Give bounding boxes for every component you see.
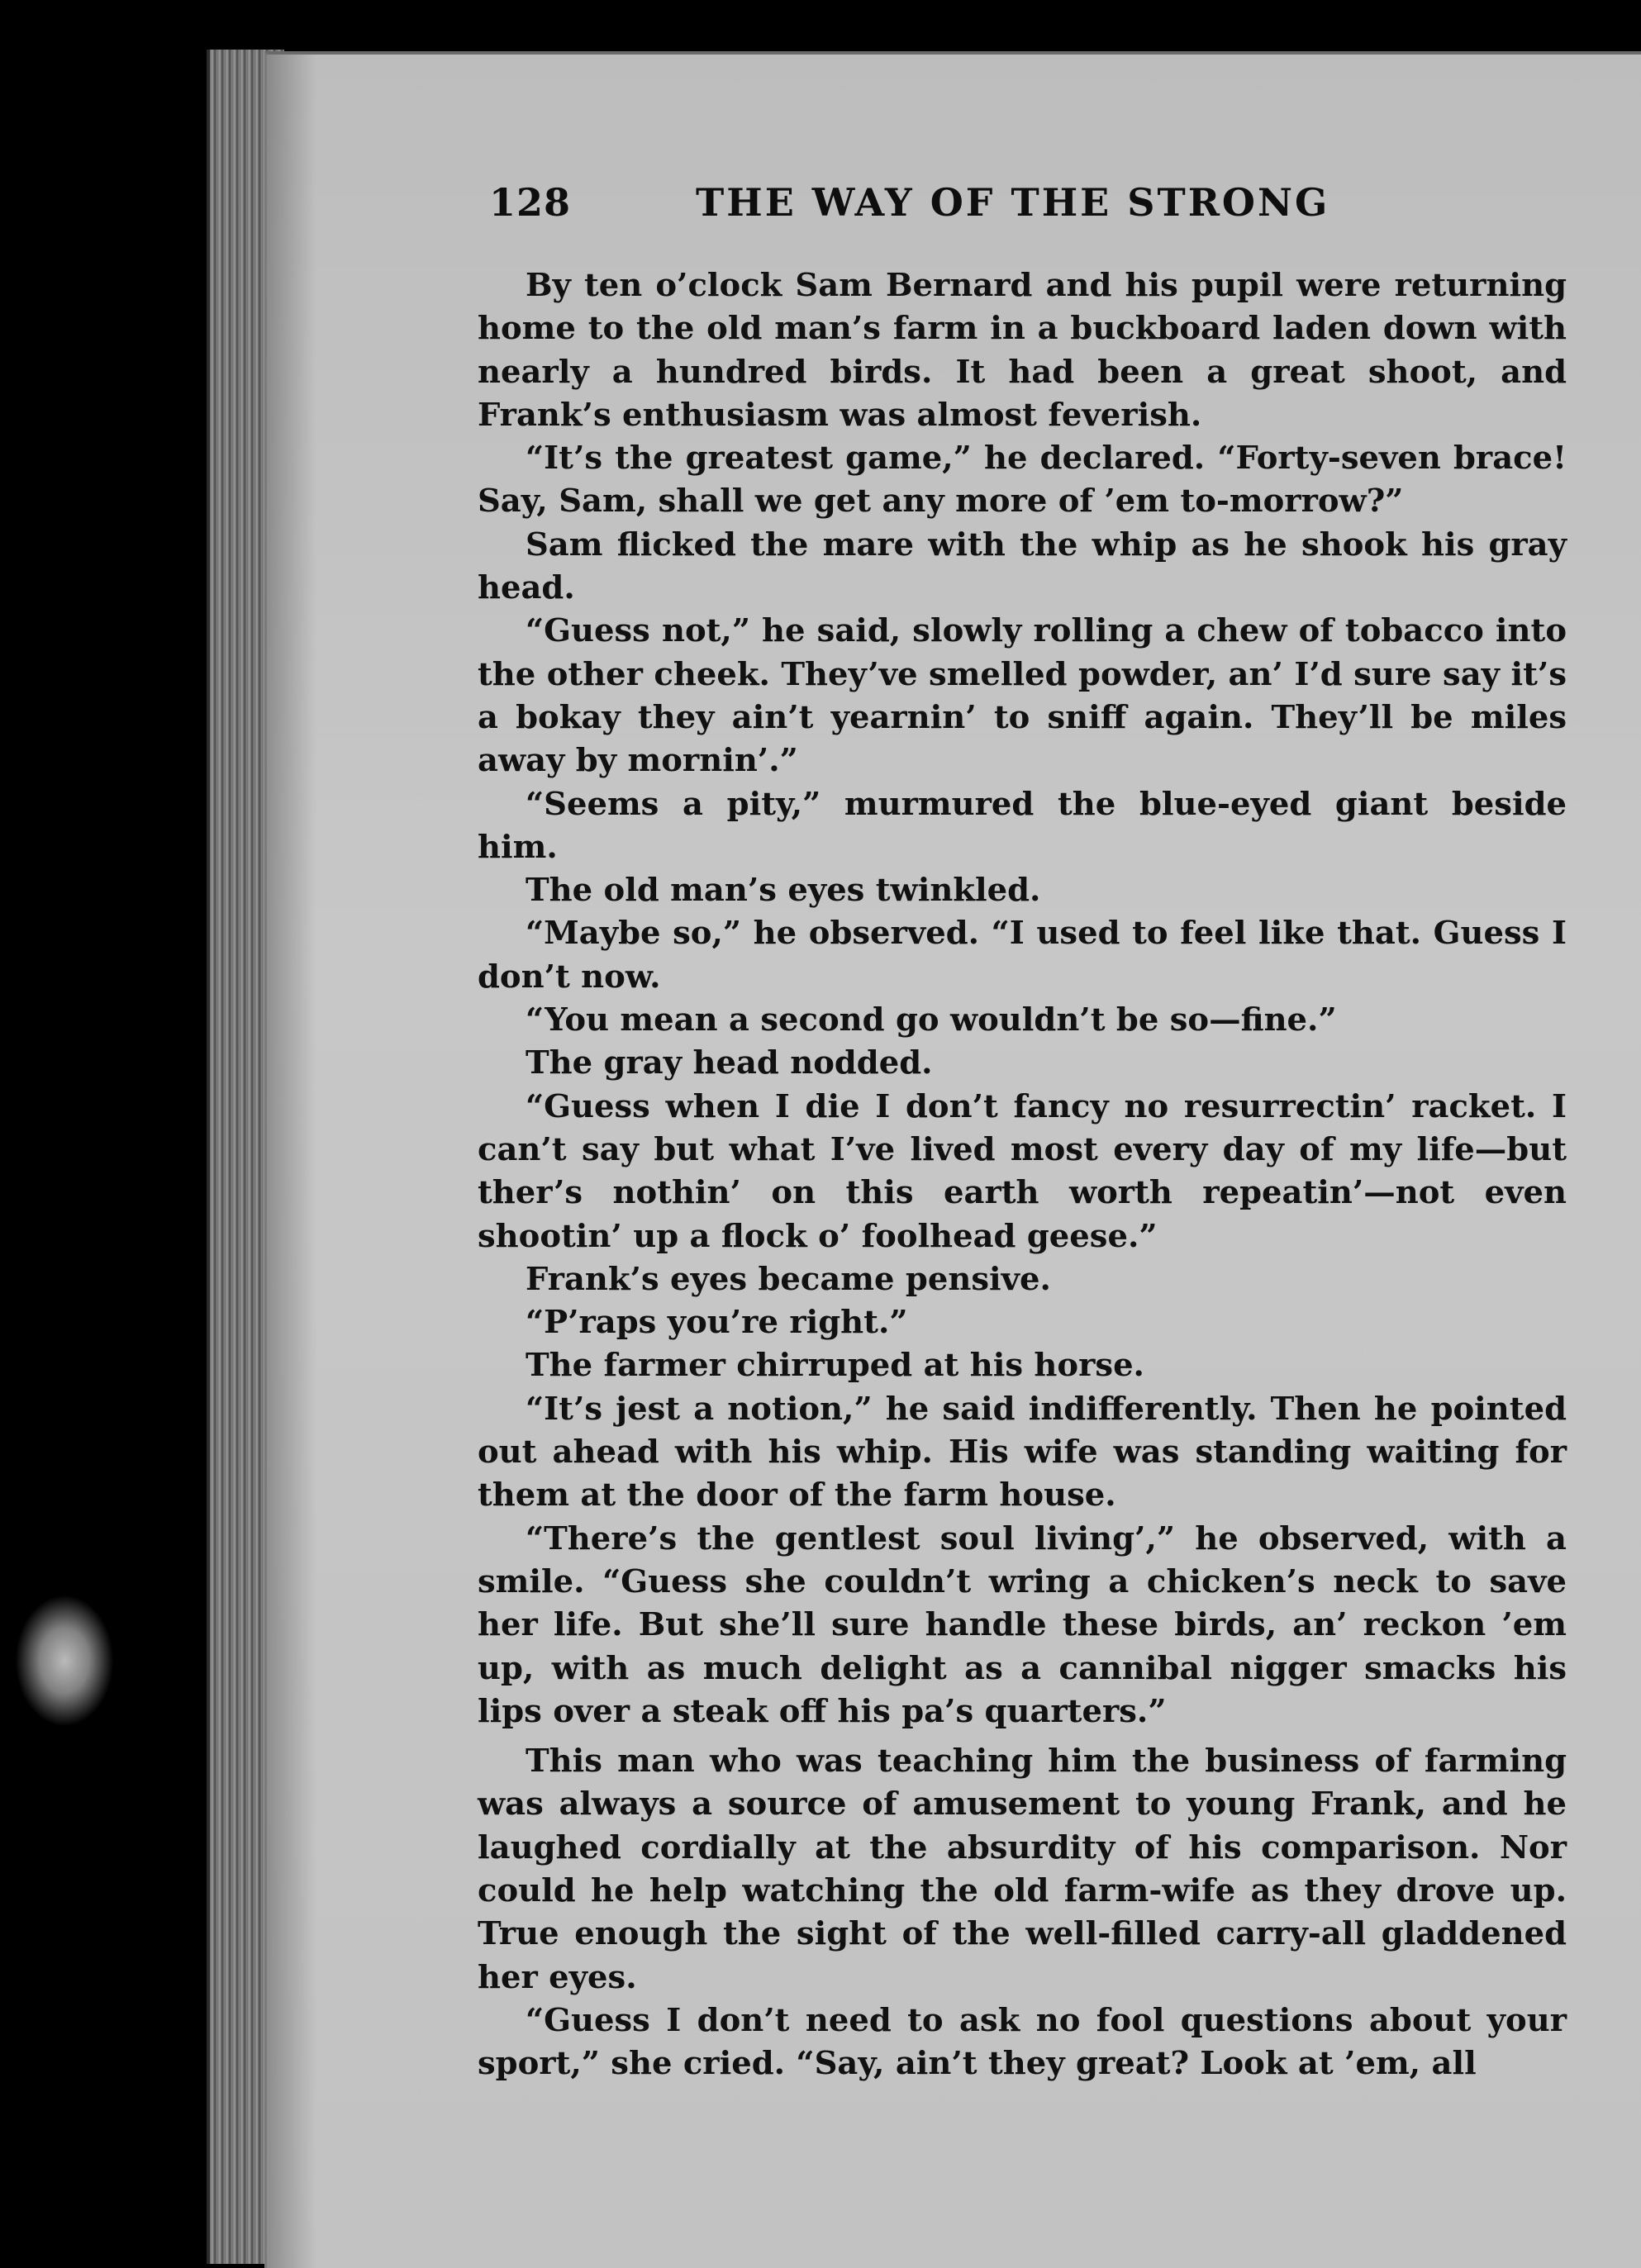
paragraph: “P’raps you’re right.” (526, 1304, 908, 1342)
paragraph: “There’s the gentlest soul living’,” he observed, with a smile. “Guess she couldn’t wring a chicken’s neck to save her life. But she’ll sure handle these birds, an’ reckon ’em up, with as much delight as a cannibal nigger smacks his lips over a steak off his pa’s quarters.” (478, 1519, 1567, 1730)
running-title: THE WAY OF THE STRONG (696, 180, 1330, 225)
paragraph: By ten o’clock Sam Bernard and his pupil were returning home to the old man’s farm in a buckboard laden down with nearly a hundred birds. It had been a great shoot, and Frank’s enthusiasm was almost feverish. (478, 267, 1567, 434)
paragraph: “You mean a second go wouldn’t be so—fine.” (526, 1001, 1337, 1039)
paper-stain (15, 1595, 114, 1727)
paragraph: “Guess not,” he said, slowly rolling a chew of tobacco into the other cheek. They’ve smelled powder, an’ I’d sure say it’s a bokay they ain’t yearnin’ to sniff again. They’ll be miles away by mornin’.” (478, 612, 1567, 780)
paragraph: The old man’s eyes twinkled. (526, 872, 1041, 910)
paragraph: The farmer chirruped at his horse. (526, 1347, 1144, 1385)
page-number: 128 (489, 180, 572, 225)
paragraph: “Guess when I die I don’t fancy no resurrectin’ racket. I can’t say but what I’ve lived most every day of my life—but ther’s nothin’ on this earth worth repeatin’—not even shootin’ up a flock o’ foolhead geese.” (478, 1087, 1567, 1255)
gutter-shadow (267, 55, 316, 2268)
paragraph: “Seems a pity,” murmured the blue-eyed giant beside him. (478, 785, 1567, 866)
paragraph: “Guess I don’t need to ask no fool questions about your sport,” she cried. “Say, ain’t they great? Look at ’em, all (478, 2001, 1567, 2083)
body-text (478, 264, 1567, 2085)
page-header (489, 180, 1365, 238)
paragraph: “It’s jest a notion,” he said indifferently. Then he pointed out ahead with his whip. His wife was standing waiting for them at the door of the farm house. (478, 1390, 1567, 1514)
paragraph: Sam flicked the mare with the whip as he shook his gray head. (478, 525, 1567, 607)
paragraph: “Maybe so,” he observed. “I used to feel like that. Guess I don’t now. (478, 915, 1567, 996)
paragraph: The gray head nodded. (526, 1044, 933, 1082)
paragraph: “It’s the greatest game,” he declared. “Forty-seven brace! Say, Sam, shall we get any more of ’em to-morrow?” (478, 440, 1567, 521)
paragraph: This man who was teaching him the business of farming was always a source of amusement to young Frank, and he laughed cordially at the absurdity of his comparison. Nor could he help watching the old farm-wife as they drove up. True enough the sight of the well-filled carry-all gladdened her eyes. (478, 1743, 1567, 1996)
paragraph: Frank’s eyes became pensive. (526, 1260, 1051, 1298)
